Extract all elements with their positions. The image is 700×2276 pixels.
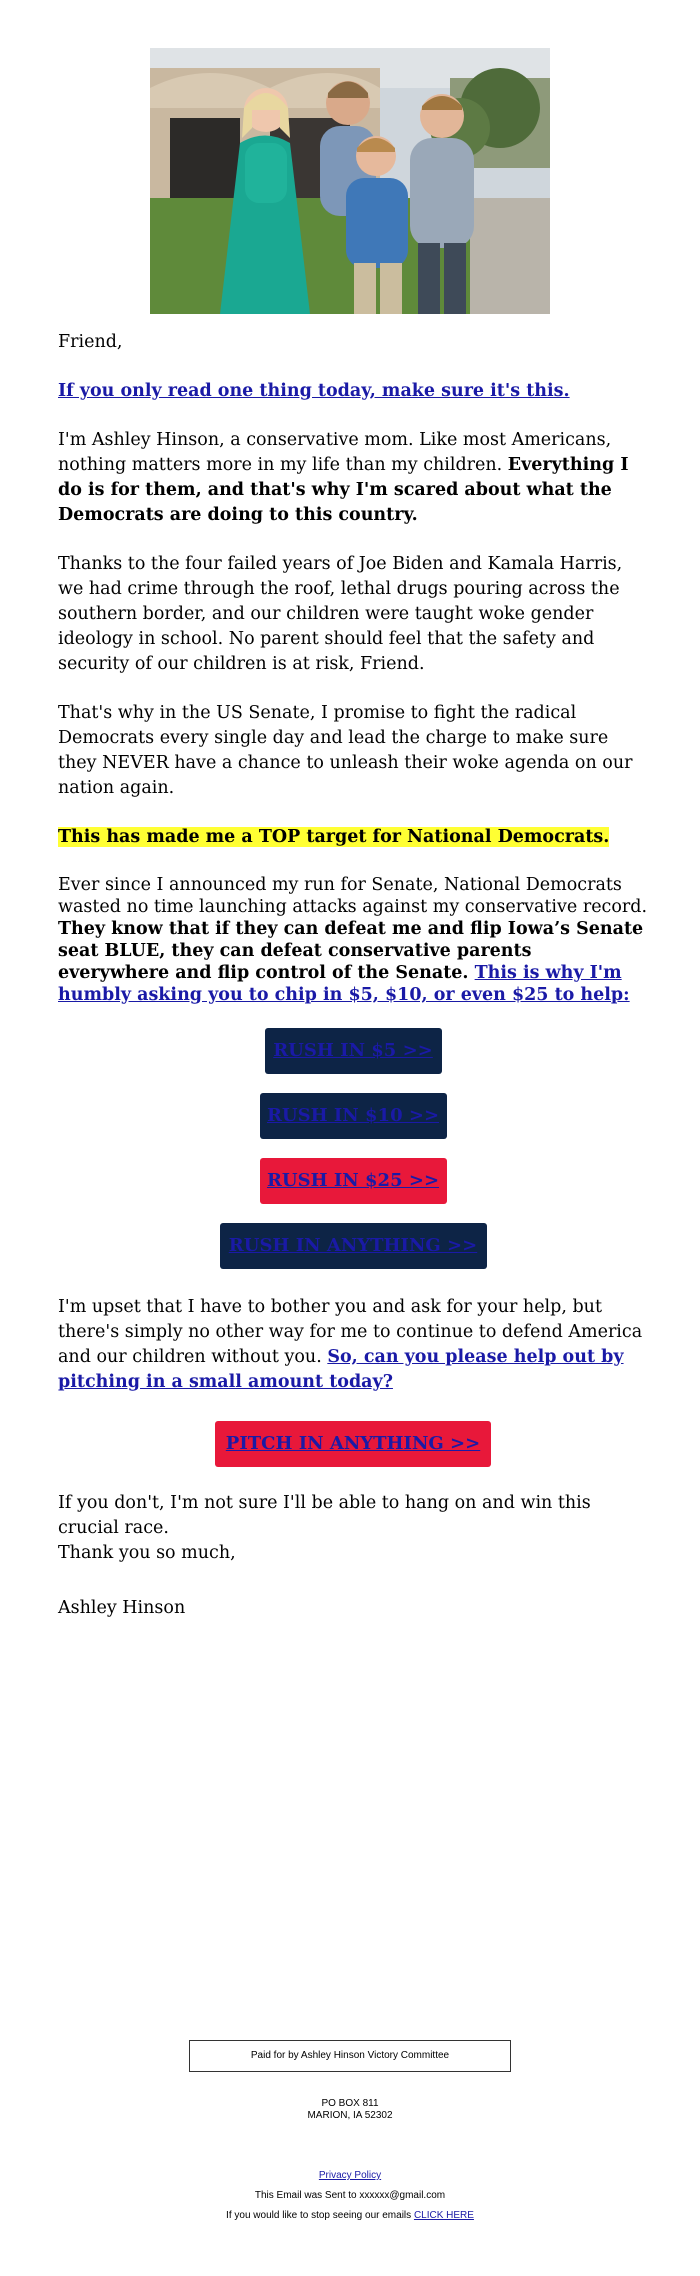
intro-text: I'm Ashley Hinson, a conservative mom. Like most Americans, nothing matters more in my life than my children. [58,430,612,475]
highlighted-text: This has made me a TOP target for National Democrats. [58,827,610,847]
upset-text: I'm upset that I have to bother you and ask for your help, but there's simply no other way for me to continue to defend America and our children without you. [58,1297,643,1367]
family-photo-illustration [150,48,550,314]
address-line-1: PO BOX 811 [321,2098,379,2109]
rush-anything-row [58,1223,648,1269]
headline-paragraph [58,379,648,404]
rush-5-button[interactable]: RUSH IN $5 >> [265,1028,442,1074]
pitch-anything-button[interactable]: PITCH IN ANYTHING >> [215,1421,491,1467]
rush-25-row [58,1158,648,1204]
address-line-2: MARION, IA 52302 [307,2110,393,2121]
paid-for-box: Paid for by Ashley Hinson Victory Committee [189,2040,511,2072]
rush-10-row [58,1093,648,1139]
upset-paragraph [58,1295,648,1395]
mailing-address [0,2098,700,2122]
footer-links [0,2166,700,2226]
closing-line-1: If you don't, I'm not sure I'll be able to hang on and win this crucial race. [58,1493,591,1538]
rush-anything-button[interactable]: RUSH IN ANYTHING >> [220,1223,487,1269]
footer [0,2040,700,2226]
intro-bold-text: Everything I do is for them, and that's why I'm scared about what the Democrats are doing to this country. [58,455,629,525]
target-paragraph [58,825,648,850]
pitch-anything-row [58,1421,648,1467]
signature: Ashley Hinson [58,1598,186,1618]
unsubscribe-text: If you would like to stop seeing our emails [226,2210,414,2221]
closing-paragraph [58,1491,648,1566]
unsubscribe-link[interactable]: CLICK HERE [413,2210,474,2221]
senate-paragraph: That's why in the US Senate, I promise to fight the radical Democrats every single day and lead the charge to make sure they NEVER have a chance to unleash their woke agenda on our nation again. [58,703,633,798]
run-bold-text: They know that if they can defeat me and flip Iowa’s Senate seat BLUE, they can defeat conservative parents everywhere and flip control of the Senate. [58,919,644,983]
pitch-in-link[interactable]: So, can you please help out by pitching in a small amount today? [58,1347,624,1392]
biden-paragraph: Thanks to the four failed years of Joe Biden and Kamala Harris, we had crime through the roof, lethal drugs pouring across the southern border, and our children were taught woke gender ideology in school. No parent should feel that the safety and security of our children is at risk, Friend. [58,554,623,674]
privacy-policy-link[interactable]: Privacy Policy [318,2170,382,2181]
run-paragraph [58,874,648,1006]
email-body [58,330,648,1645]
greeting: Friend, [58,332,123,352]
headline-link[interactable]: If you only read one thing today, make sure it's this. [58,381,570,401]
hero-photo [150,48,550,314]
run-text: Ever since I announced my run for Senate, National Democrats wasted no time launching attacks against my conservative record. [58,875,648,917]
rush-10-button[interactable]: RUSH IN $10 >> [260,1093,447,1139]
rush-25-button[interactable]: RUSH IN $25 >> [260,1158,447,1204]
unsubscribe-line [0,2206,700,2226]
closing-line-2: Thank you so much, [58,1543,236,1563]
sent-to-text: This Email was Sent to xxxxxx@gmail.com [254,2190,446,2201]
rush-5-row [58,1028,648,1074]
chip-in-link[interactable]: This is why I'm humbly asking you to chip in $5, $10, or even $25 to help: [58,963,630,1005]
intro-paragraph [58,428,648,528]
